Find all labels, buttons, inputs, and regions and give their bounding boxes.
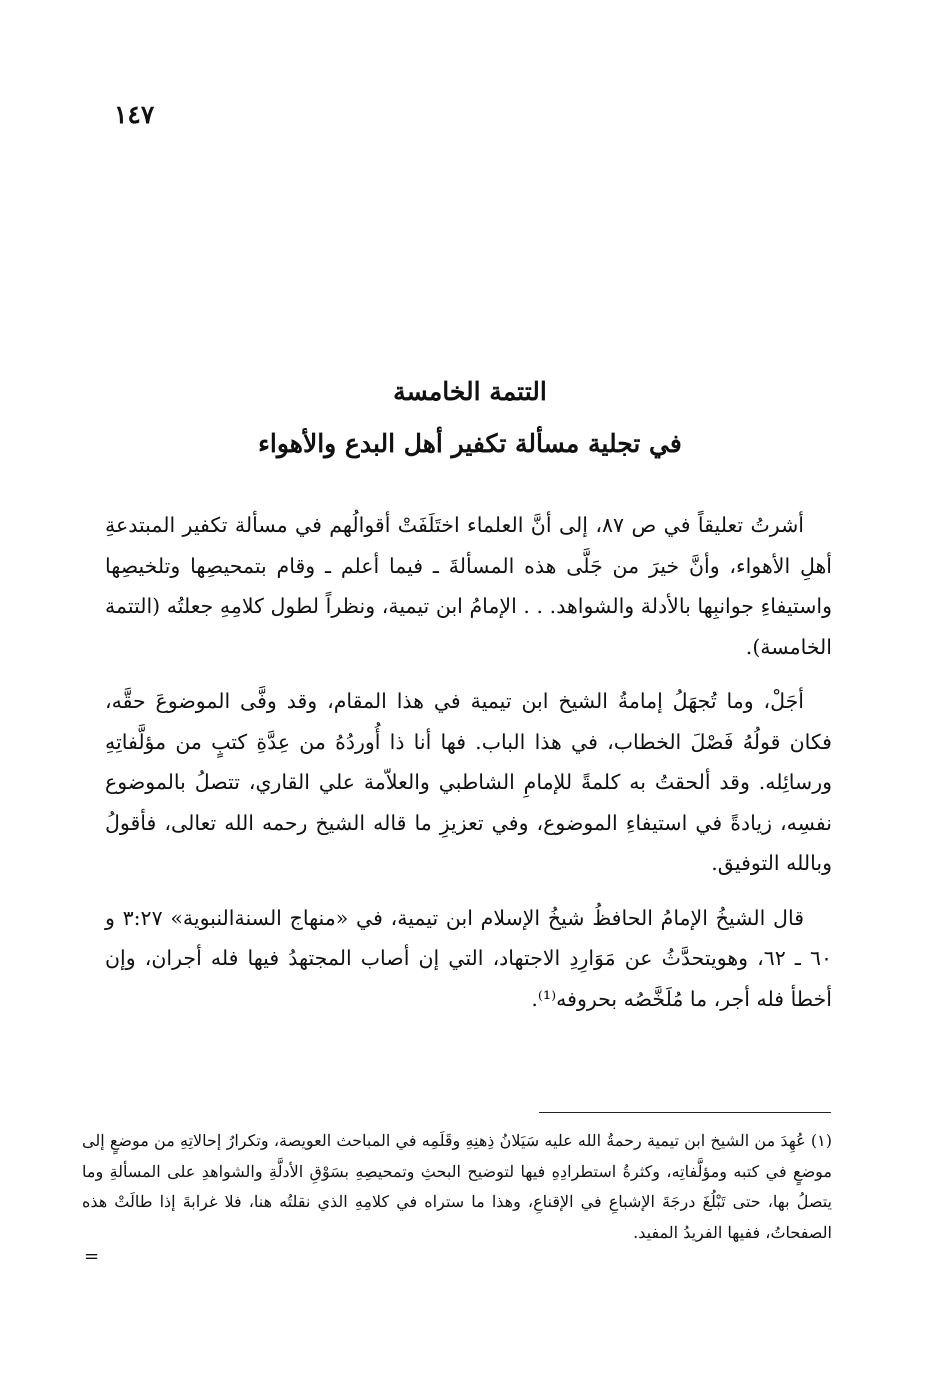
- paragraph-1: أشرتُ تعليقاً في ص ٨٧، إلى أنَّ العلماء اختَلَفَتْ أقوالُهم في مسألة تكفير المبتدعةِ أهلِ الأهواء، وأنَّ خيرَ من جَلَّى هذه المسألةَ ـ فيما أعلم ـ وقام بتمحيصِها وتلخيصِها واستيفاءِ جوانبِها بالأدلة والشواهد. . . الإمامُ ابن تيمية، ونظراً لطول كلامِهِ جعلتُه (التتمة الخامسة).: [105, 513, 832, 659]
- paragraph-2: أجَلْ، وما تُجهَلُ إمامةُ الشيخ ابن تيمية في هذا المقام، وقد وفَّى الموضوعَ حقَّه، فكان قولُهُ فَصْلَ الخطاب، في هذا الباب. فها أنا ذا أُوردُهُ من عِدَّةِ كتبٍ من مؤلَّفاتِهِ ورسائِله. وقد ألحقتُ به كلمةً للإمامِ الشاطبي والعلاّمة علي القاري، تتصلُ بالموضوع نفسِه، زيادةً في استيفاءِ الموضوع، وفي تعزيزِ ما قاله الشيخ رحمه الله تعالى، فأقولُ وبالله التوفيق.: [105, 689, 832, 875]
- body-text: [105, 505, 832, 1019]
- footnote-1: (١) عُهِدَ من الشيخ ابن تيمية رحمةُ الله عليه سَيَلانُ ذِهنِهِ وقَلَمِه في المباحث العويصة، وتكرارُ إحالاتِهِ من موضعٍ إلى موضعٍ في كتبه ومؤلَّفاتِه، وكثرةُ استطرادِهِ فيها لتوضيح البحثِ وتمحيصِهِ بسَوْقِ الأدلَّةِ والشواهدِ على المسألةِ وما يتصلُ بها، حتى تَبْلُغَ درجَةَ الإشباعِ في الإقناعِ، وهذا ما ستراه في كلامِهِ الذي نقلتُه هنا، فلا غرابةَ إذا طالَتْ هذه الصفحاتُ، ففيها الفريدُ المفيد.: [82, 1131, 833, 1242]
- page-number: ١٤٧: [114, 100, 155, 129]
- footnote-separator: [539, 1112, 831, 1113]
- section-title: [100, 366, 840, 470]
- continuation-mark: =: [84, 1246, 100, 1267]
- section-title-line-1: التتمة الخامسة: [393, 377, 547, 406]
- section-title-line-2: في تجلية مسألة تكفير أهل البدع والأهواء: [258, 429, 682, 458]
- paragraph-3: قال الشيخُ الإمامُ الحافظُ شيخُ الإسلام ابن تيمية، في «منهاج السنةالنبوية» ٣:٢٧ و ٦٠ ـ ٦٢، وهويتحدَّثُ عن مَوَارِدِ الاجتهاد، التي إن أصاب المجتهدُ فيها فله أجران، وإن أخطأ فله أجر، ما مُلَخَّصُه بحروفه⁽¹⁾.: [105, 905, 832, 1011]
